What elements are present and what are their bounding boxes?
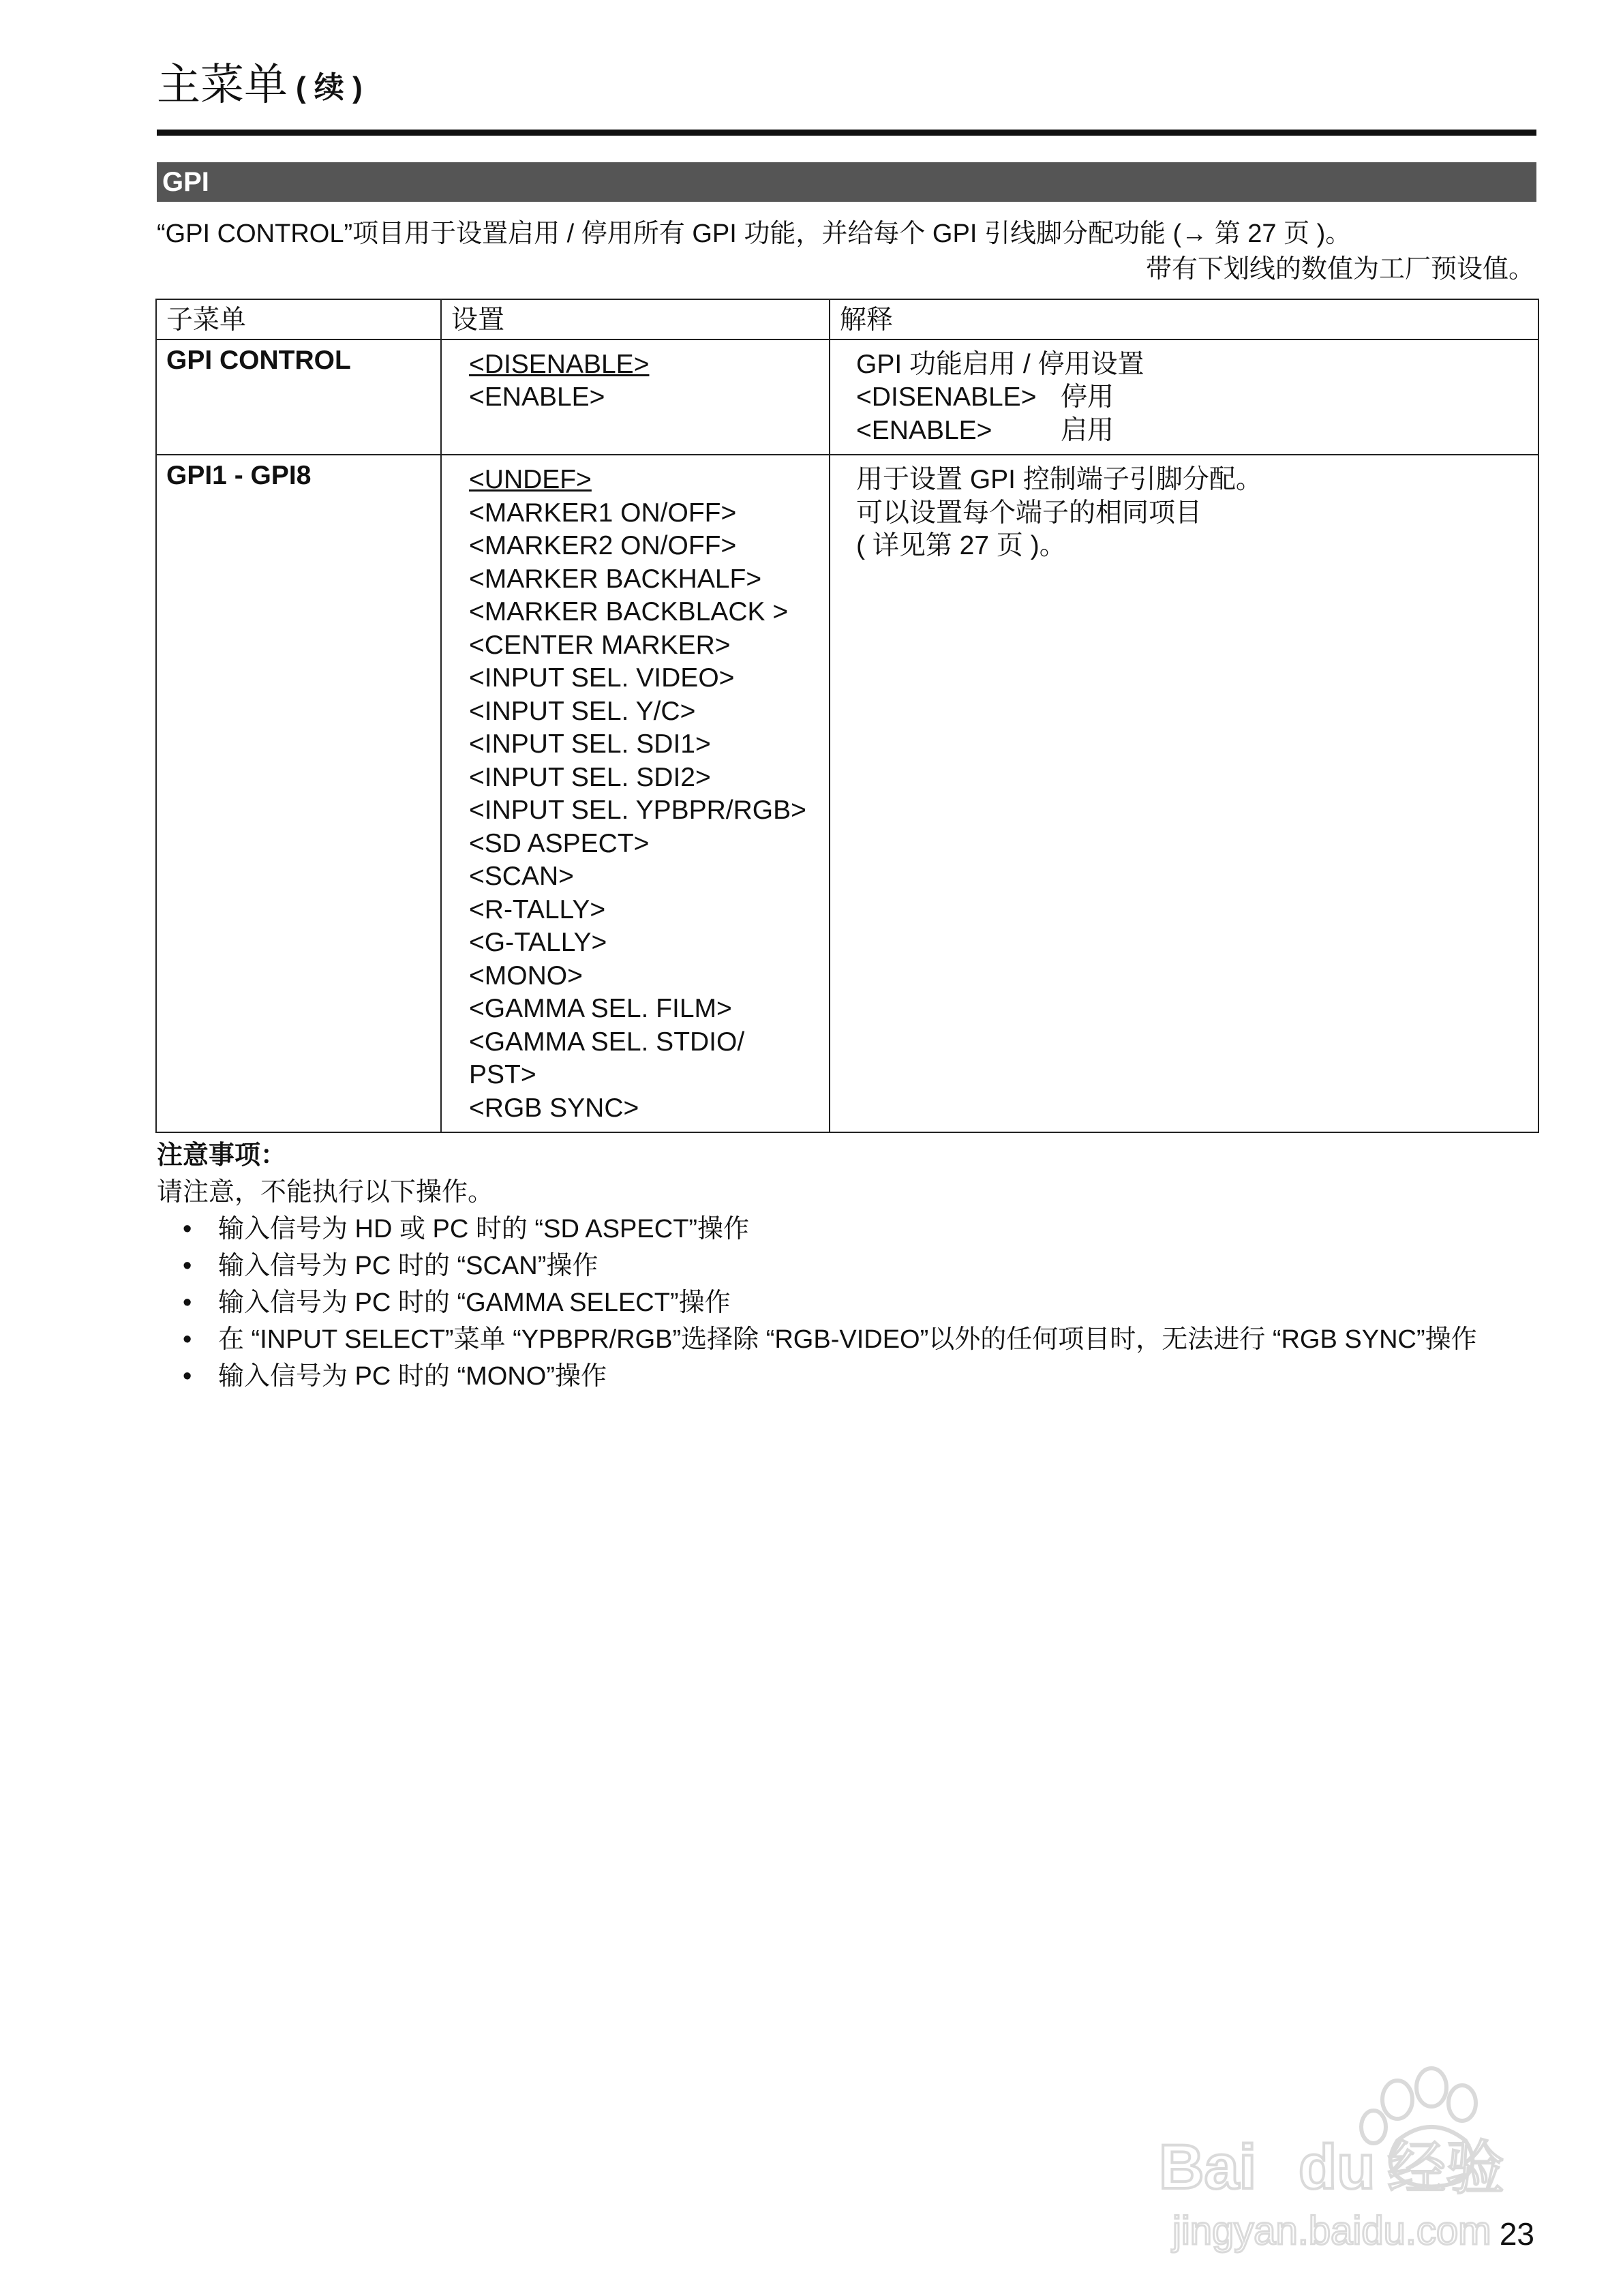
notes-heading: 注意事项：: [157, 1141, 287, 1170]
explanation-line: 用于设置 GPI 控制端子引脚分配。: [856, 465, 1262, 494]
svg-text:Bai: Bai: [1159, 2132, 1257, 2202]
svg-text:du: du: [1299, 2132, 1376, 2202]
setting-option: <RGB SYNC>: [469, 1093, 639, 1123]
table-row: [156, 455, 1538, 1132]
list-item-text: 输入信号为 PC 时的 “SCAN”操作: [218, 1252, 598, 1280]
bullet: •: [183, 1288, 192, 1317]
submenu-cell: GPI1 - GPI8: [156, 455, 441, 1132]
settings-cell: [441, 339, 830, 455]
setting-option: <INPUT SEL. YPBPR/RGB>: [469, 796, 806, 825]
setting-option: <R-TALLY>: [469, 894, 606, 924]
setting-option: <MONO>: [469, 961, 583, 991]
setting-option: <INPUT SEL. SDI1>: [469, 729, 711, 759]
explanation-key: <ENABLE>: [856, 415, 992, 445]
table-header-row: [156, 299, 1538, 339]
bullet: •: [183, 1252, 192, 1280]
explanation-line: ( 详见第 27 页 )。: [856, 531, 1066, 560]
setting-option: <SCAN>: [469, 862, 574, 891]
setting-option: <MARKER1 ON/OFF>: [469, 498, 737, 528]
notes-list: [157, 1211, 1536, 1395]
header-setting: 设置: [441, 299, 830, 339]
intro-paragraph: “GPI CONTROL”项目用于设置启用 / 停用所有 GPI 功能，并给每个 GPI 引线脚分配功能 (→ 第 27 页 )。: [157, 220, 1352, 248]
svg-text:jingyan.baidu.com: jingyan.baidu.com: [1172, 2209, 1491, 2253]
setting-option-default: <UNDEF>: [469, 465, 592, 494]
setting-option-default: <DISENABLE>: [469, 349, 650, 379]
title-rule: [157, 130, 1536, 136]
setting-option: PST>: [469, 1060, 536, 1089]
list-item: [157, 1358, 1536, 1395]
factory-default-note: 带有下划线的数值为工厂预设值。: [1145, 255, 1534, 284]
list-item: [157, 1321, 1536, 1358]
page-title-text: 主菜单: [157, 60, 288, 109]
list-item-text: 输入信号为 PC 时的 “MONO”操作: [218, 1362, 607, 1391]
setting-option: <MARKER BACKBLACK >: [469, 597, 789, 626]
notes-intro: 请注意，不能执行以下操作。: [157, 1178, 494, 1207]
gpi-menu-table: [155, 299, 1539, 1133]
setting-option: <INPUT SEL. Y/C>: [469, 696, 696, 726]
list-item-text: 输入信号为 PC 时的 “GAMMA SELECT”操作: [218, 1288, 731, 1317]
explanation-item: [856, 381, 1528, 414]
bullet: •: [183, 1215, 192, 1243]
explanation-cell: [830, 455, 1538, 1132]
setting-option: <G-TALLY>: [469, 928, 607, 957]
page-number: 23: [1499, 2216, 1534, 2252]
submenu-cell: GPI CONTROL: [156, 339, 441, 455]
setting-option: <GAMMA SEL. FILM>: [469, 994, 732, 1023]
list-item: [157, 1284, 1536, 1321]
explanation-key: <DISENABLE>: [856, 382, 1037, 412]
setting-option: <INPUT SEL. SDI2>: [469, 762, 711, 792]
page-title: [157, 60, 363, 109]
header-explanation: 解释: [830, 299, 1538, 339]
list-item-text: 在 “INPUT SELECT”菜单 “YPBPR/RGB”选择除 “RGB-VIDEO”以外的任何项目时，无法进行 “RGB SYNC”操作: [218, 1325, 1477, 1354]
baidu-jingyan-watermark-icon: [1152, 2052, 1534, 2256]
explanation-title: GPI 功能启用 / 停用设置: [856, 349, 1144, 379]
bullet: •: [183, 1325, 192, 1354]
bullet: •: [183, 1362, 192, 1391]
page-title-continued: ( 续 ): [296, 71, 363, 105]
settings-cell: [441, 455, 830, 1132]
explanation-line: 可以设置每个端子的相同项目: [856, 498, 1202, 528]
setting-option: <ENABLE>: [469, 382, 605, 412]
setting-option: <SD ASPECT>: [469, 828, 650, 858]
explanation-value: 停用: [1061, 382, 1114, 412]
setting-option: <INPUT SEL. VIDEO>: [469, 663, 735, 693]
setting-option: <MARKER2 ON/OFF>: [469, 531, 737, 560]
explanation-value: 启用: [1061, 415, 1114, 445]
table-row: [156, 339, 1538, 455]
explanation-cell: [830, 339, 1538, 455]
svg-text:经验: 经验: [1387, 2134, 1504, 2203]
explanation-item: [856, 414, 1528, 448]
header-submenu: 子菜单: [156, 299, 441, 339]
list-item: [157, 1211, 1536, 1248]
section-heading: GPI: [157, 162, 1536, 202]
setting-option: <MARKER BACKHALF>: [469, 564, 762, 594]
setting-option: <GAMMA SEL. STDIO/: [469, 1027, 745, 1057]
notes-section: [157, 1137, 1536, 1395]
list-item: [157, 1248, 1536, 1284]
setting-option: <CENTER MARKER>: [469, 630, 731, 660]
list-item-text: 输入信号为 HD 或 PC 时的 “SD ASPECT”操作: [218, 1215, 750, 1243]
